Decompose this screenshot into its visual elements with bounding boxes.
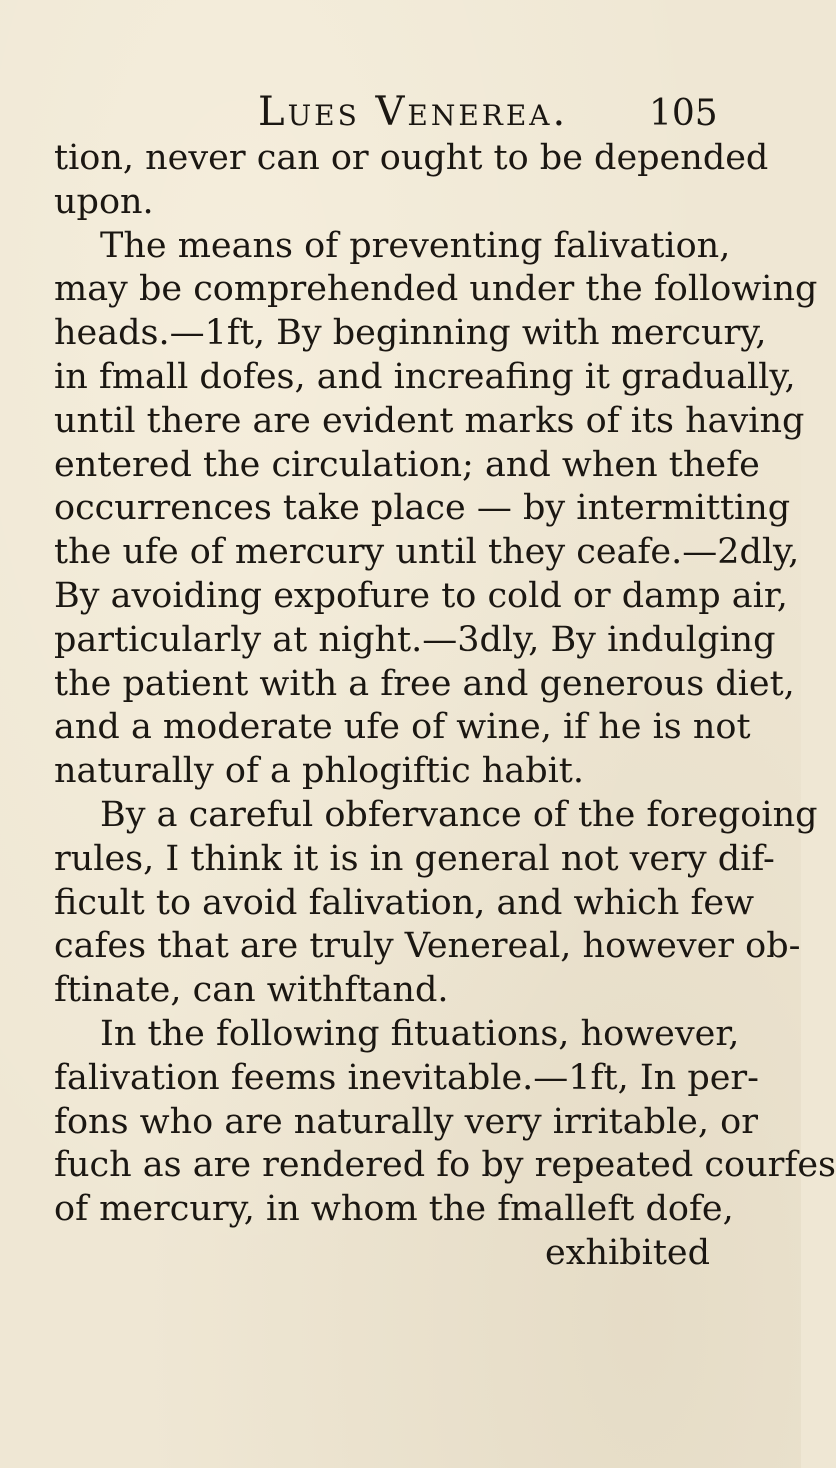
- body-text: [54, 137, 836, 1276]
- text-line: falivation feems inevitable.—1ft, In per-: [54, 1057, 759, 1098]
- text-line: occurrences take place — by intermitting: [54, 488, 791, 529]
- text-line: fons who are naturally very irritable, or: [54, 1101, 758, 1142]
- text-line: The means of preventing falivation,: [100, 225, 731, 266]
- page-number: 105: [649, 93, 718, 134]
- text-line: may be comprehended under the following: [54, 269, 818, 310]
- running-head: Lues Venerea.: [258, 89, 569, 135]
- text-line: in fmall dofes, and increafing it gradually,: [54, 356, 796, 397]
- text-line: cafes that are truly Venereal, however ob-: [54, 926, 801, 967]
- text-line: until there are evident marks of its having: [54, 400, 805, 441]
- text-line: particularly at night.—3dly, By indulging: [54, 619, 776, 660]
- text-line: By a careful obfervance of the foregoing: [100, 794, 818, 835]
- text-line: the ufe of mercury until they ceafe.—2dly,: [54, 532, 800, 573]
- text-line: In the following fituations, however,: [100, 1013, 740, 1054]
- text-line: of mercury, in whom the fmalleft dofe,: [54, 1189, 734, 1230]
- text-line: ftinate, can withftand.: [54, 970, 449, 1011]
- text-line: entered the circulation; and when thefe: [54, 444, 760, 485]
- text-line: tion, never can or ought to be depended: [54, 138, 769, 178]
- text-line: and a moderate ufe of wine, if he is not: [54, 707, 751, 748]
- text-line: By avoiding expofure to cold or damp air,: [54, 575, 788, 616]
- text-line: naturally of a phlogiftic habit.: [54, 751, 584, 792]
- text-line: rules, I think it is in general not very dif-: [54, 838, 775, 879]
- text-line: ficult to avoid falivation, and which few: [54, 882, 755, 923]
- text-line: heads.—1ft, By beginning with mercury,: [54, 313, 767, 354]
- text-line: upon.: [54, 181, 154, 222]
- text-line: fuch as are rendered fo by repeated courfes: [54, 1145, 836, 1186]
- text-line: the patient with a free and generous diet,: [54, 663, 795, 704]
- catchword: exhibited: [545, 1232, 710, 1273]
